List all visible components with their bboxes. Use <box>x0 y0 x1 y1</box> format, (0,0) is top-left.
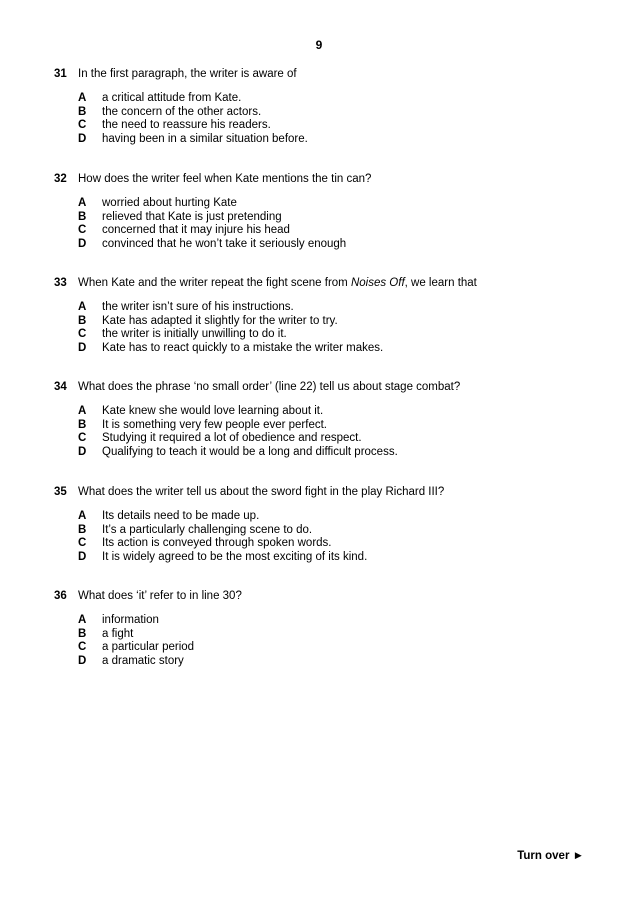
option-letter: B <box>78 418 87 431</box>
option-text: Qualifying to teach it would be a long and difficult process. <box>102 445 398 458</box>
question-number: 33 <box>54 277 67 289</box>
option-text: Its action is conveyed through spoken words. <box>102 537 332 549</box>
question-text <box>78 588 242 604</box>
question-text <box>78 379 460 395</box>
option-text: the concern of the other actors. <box>102 105 262 118</box>
question-text-part: In the first paragraph, the writer is aware of <box>78 68 297 80</box>
option-letter: A <box>78 405 87 417</box>
option-letter: B <box>78 523 87 536</box>
options-list <box>0 510 638 564</box>
option-letter: D <box>78 550 87 563</box>
question-text-part: What does ‘it’ refer to in line 30? <box>78 590 242 602</box>
options-list <box>0 301 638 355</box>
option-text: the writer isn’t sure of his instructions. <box>102 301 294 313</box>
question-32 <box>0 171 638 251</box>
option-d <box>0 655 638 669</box>
option-text: Kate knew she would love learning about it. <box>102 405 324 417</box>
option-a <box>0 197 638 211</box>
option-letter: B <box>78 314 87 327</box>
option-d <box>0 446 638 460</box>
option-c <box>0 641 638 655</box>
option-letter: D <box>78 445 87 458</box>
option-letter: A <box>78 301 87 313</box>
question-35 <box>0 484 638 564</box>
option-text: the writer is initially unwilling to do it. <box>102 328 287 340</box>
option-text: the need to reassure his readers. <box>102 119 271 131</box>
question-31 <box>0 66 638 146</box>
question-text-part: , we learn that <box>404 277 477 289</box>
option-text: relieved that Kate is just pretending <box>102 210 282 223</box>
option-b <box>0 315 638 329</box>
options-list <box>0 197 638 251</box>
option-letter: C <box>78 537 87 549</box>
option-c <box>0 119 638 133</box>
option-letter: B <box>78 105 87 118</box>
question-text <box>78 171 371 187</box>
option-c <box>0 537 638 551</box>
option-a <box>0 510 638 524</box>
option-text: Kate has adapted it slightly for the writer to try. <box>102 314 338 327</box>
question-text <box>78 484 444 500</box>
question-text-part: How does the writer feel when Kate mentions the tin can? <box>78 173 372 185</box>
option-letter: D <box>78 341 87 354</box>
option-text: information <box>102 614 159 626</box>
options-list <box>0 92 638 146</box>
option-b <box>0 419 638 433</box>
option-b <box>0 211 638 225</box>
option-a <box>0 301 638 315</box>
option-text: a dramatic story <box>102 654 184 667</box>
question-text-part: When Kate and the writer repeat the fight scene from <box>78 277 351 289</box>
question-number: 31 <box>54 68 67 80</box>
option-c <box>0 224 638 238</box>
option-letter: C <box>78 432 87 444</box>
question-text-part: What does the writer tell us about the sword fight in the play Richard III? <box>78 486 445 498</box>
options-list <box>0 405 638 459</box>
option-letter: C <box>78 641 87 653</box>
option-c <box>0 432 638 446</box>
option-b <box>0 628 638 642</box>
play-title: Noises Off <box>350 277 405 289</box>
options-list <box>0 614 638 668</box>
option-text: Kate has to react quickly to a mistake the writer makes. <box>102 341 384 354</box>
option-text: having been in a similar situation before. <box>102 132 308 145</box>
option-text: worried about hurting Kate <box>102 197 237 209</box>
question-text <box>78 275 477 291</box>
option-letter: D <box>78 654 87 667</box>
option-c <box>0 328 638 342</box>
option-text: convinced that he won’t take it seriously enough <box>102 237 347 250</box>
question-text <box>78 66 297 82</box>
question-number: 34 <box>54 381 67 393</box>
option-letter: D <box>78 132 87 145</box>
option-text: a critical attitude from Kate. <box>102 92 242 104</box>
option-a <box>0 614 638 628</box>
option-letter: C <box>78 224 87 236</box>
question-34 <box>0 379 638 459</box>
option-text: Its details need to be made up. <box>102 510 260 522</box>
option-b <box>0 524 638 538</box>
turn-over-label: Turn over ► <box>517 850 584 862</box>
option-letter: A <box>78 197 87 209</box>
option-letter: B <box>78 210 87 223</box>
option-text: a fight <box>102 627 134 640</box>
option-letter: C <box>78 119 87 131</box>
option-d <box>0 238 638 252</box>
option-text: Studying it required a lot of obedience and respect. <box>102 432 362 444</box>
page-number: 9 <box>315 38 323 52</box>
option-d <box>0 342 638 356</box>
question-36 <box>0 588 638 668</box>
question-number: 32 <box>54 173 67 185</box>
question-number: 35 <box>54 486 67 498</box>
option-letter: A <box>78 510 87 522</box>
question-text-part: What does the phrase ‘no small order’ (line 22) tell us about stage combat? <box>78 381 461 393</box>
option-a <box>0 92 638 106</box>
option-letter: C <box>78 328 87 340</box>
option-letter: B <box>78 627 87 640</box>
option-text: concerned that it may injure his head <box>102 224 290 236</box>
option-d <box>0 551 638 565</box>
option-letter: A <box>78 614 87 626</box>
option-text: It’s a particularly challenging scene to do. <box>102 523 313 536</box>
option-d <box>0 133 638 147</box>
option-text: a particular period <box>102 641 195 653</box>
option-letter: D <box>78 237 87 250</box>
option-letter: A <box>78 92 87 104</box>
option-text: It is something very few people ever perfect. <box>102 418 327 431</box>
question-number: 36 <box>54 590 67 602</box>
question-33 <box>0 275 638 355</box>
option-a <box>0 405 638 419</box>
option-b <box>0 106 638 120</box>
option-text: It is widely agreed to be the most exciting of its kind. <box>102 550 368 563</box>
